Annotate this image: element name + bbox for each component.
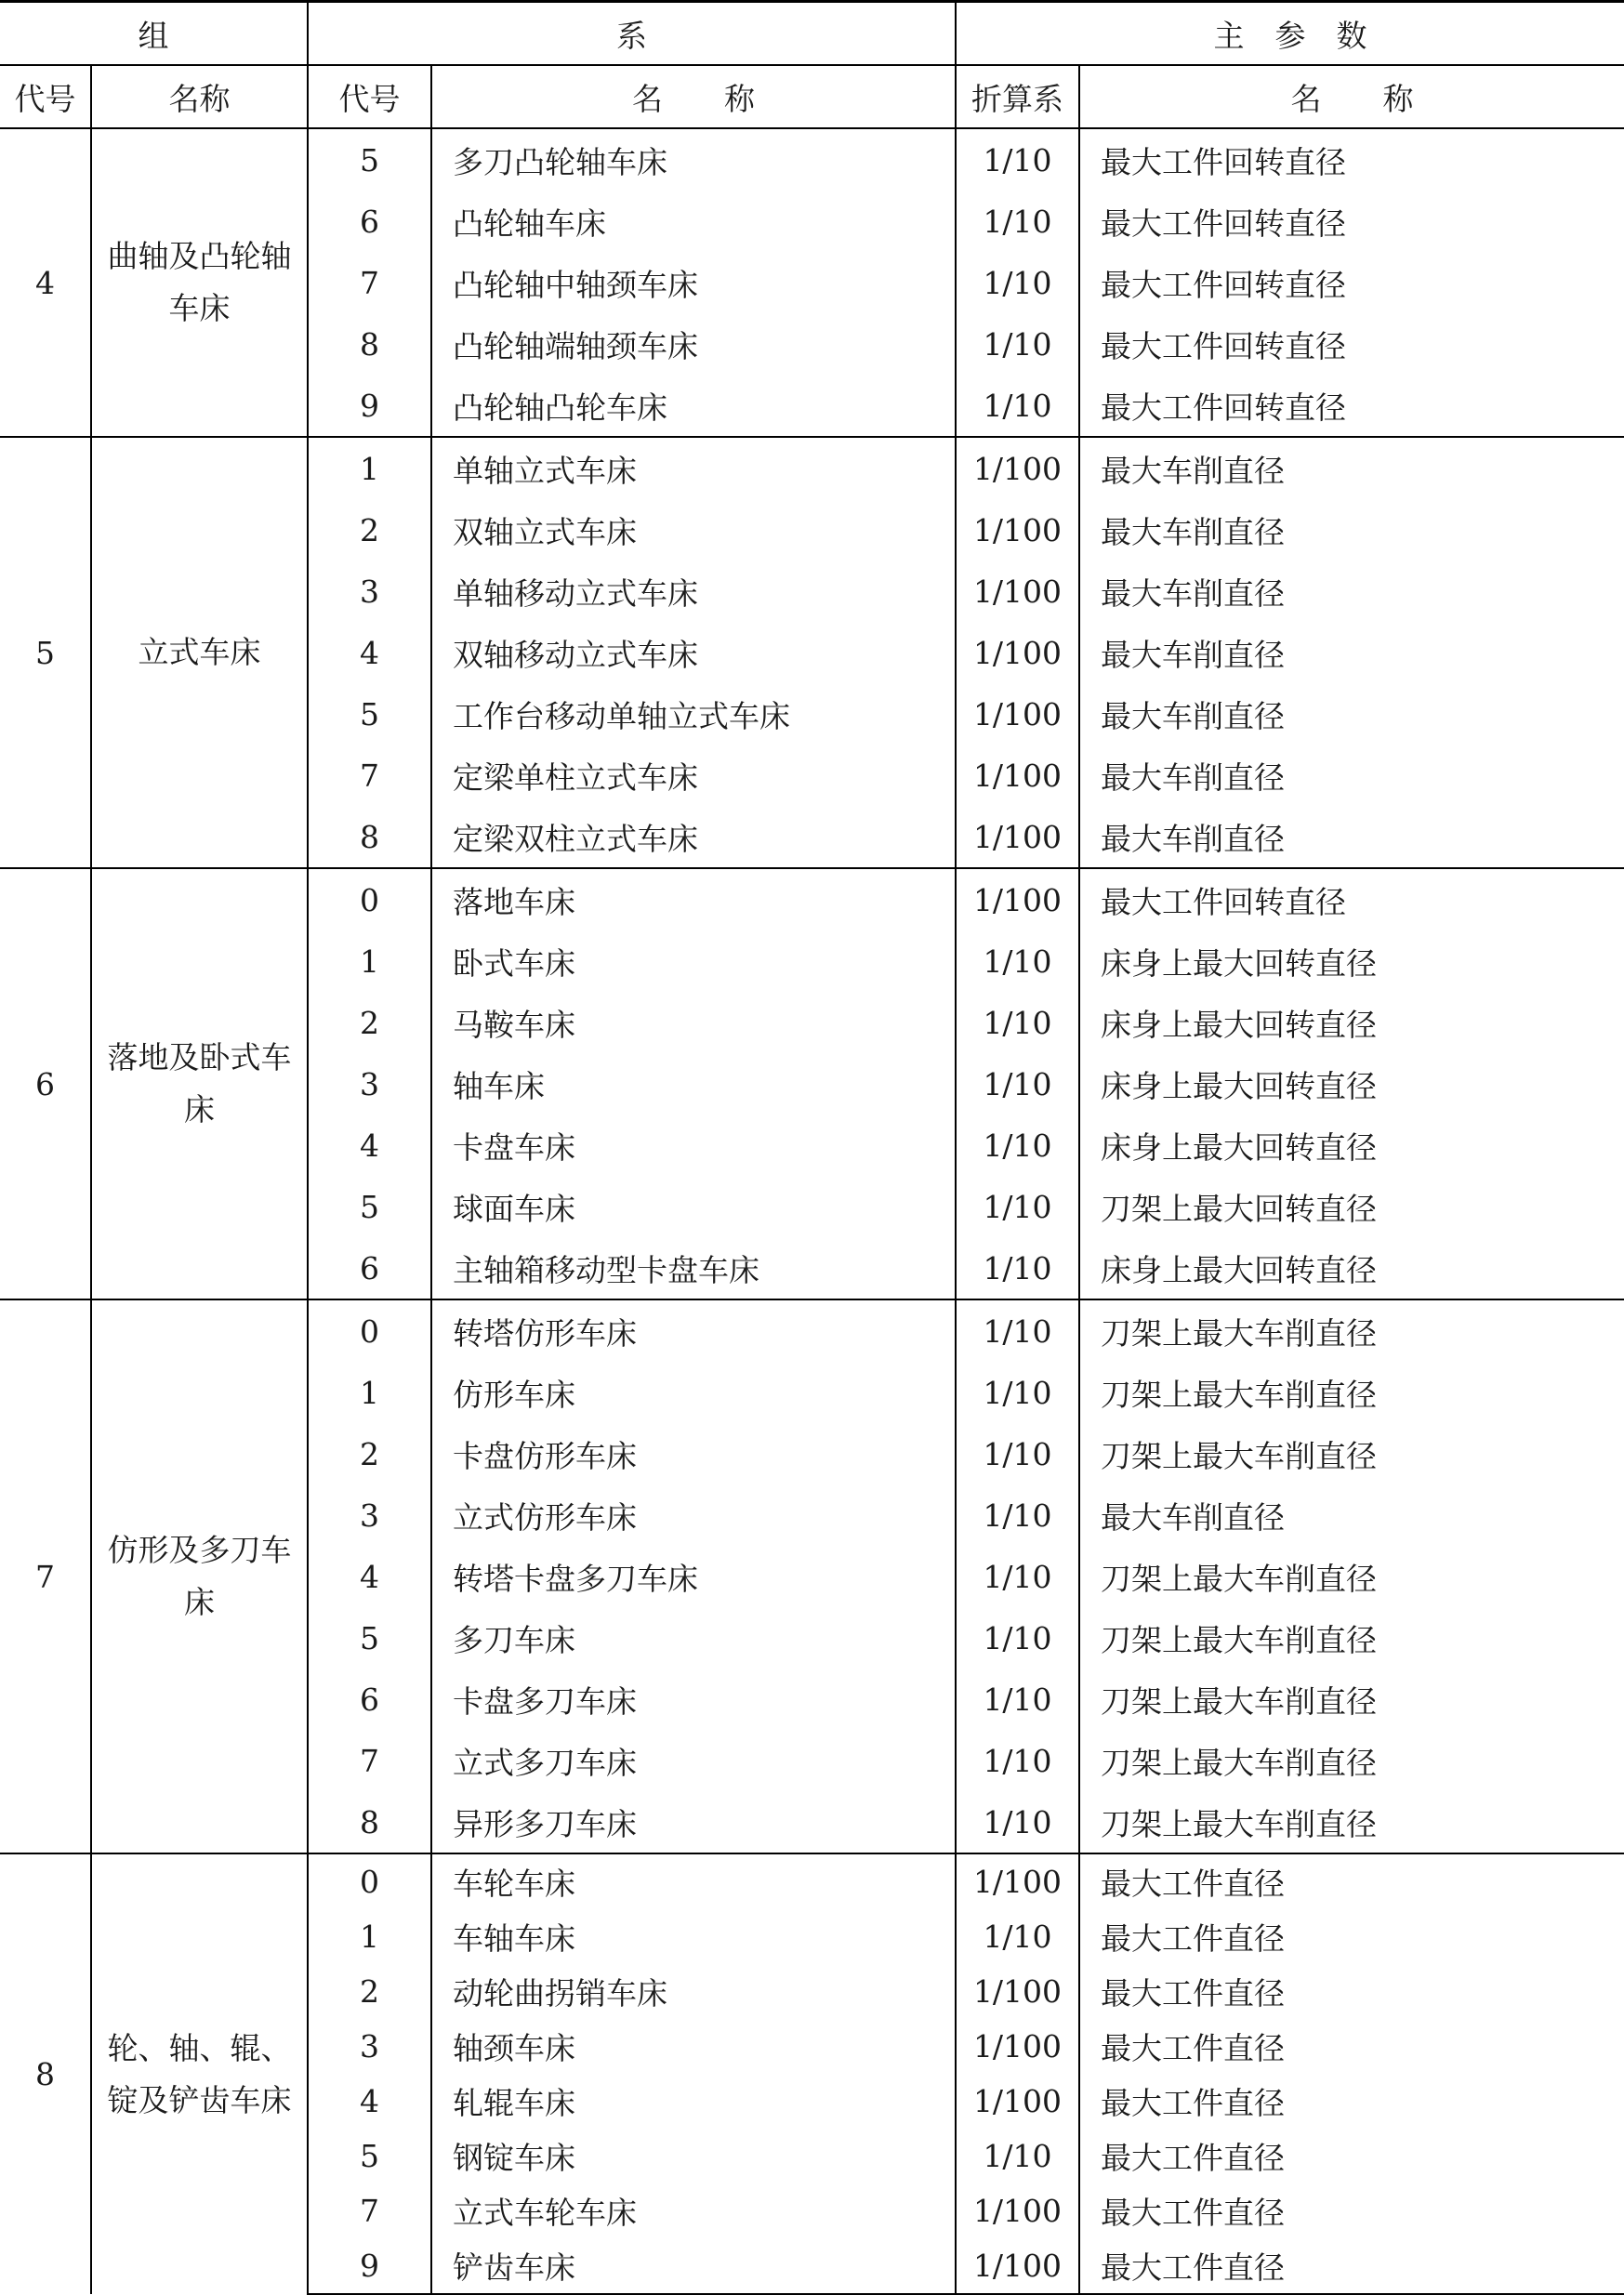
factor-cell: 1/100: [956, 2074, 1079, 2129]
group-name-cell: 轮、轴、辊、锭及铲齿车床: [91, 1853, 308, 2294]
header-param-name: 名 称: [1079, 65, 1624, 128]
series-code-cell: 4: [308, 2074, 431, 2129]
series-name-cell: 立式多刀车床: [431, 1730, 956, 1791]
param-name-cell: 床身上最大回转直径: [1101, 1128, 1377, 1166]
series-name-cell: 立式仿形车床: [431, 1484, 956, 1546]
factor-cell: 1/100: [956, 499, 1079, 561]
series-name-cell: 双轴立式车床: [431, 499, 956, 561]
series-name-cell: 动轮曲拐销车床: [431, 1964, 956, 2019]
series-code-cell: 5: [308, 128, 431, 191]
series-name-cell: 轴车床: [431, 1053, 956, 1115]
header-row-top: [0, 2, 1624, 66]
series-code-cell: 1: [308, 437, 431, 499]
factor-cell: 1/10: [956, 930, 1079, 992]
group-name-cell: 仿形及多刀车床: [91, 1299, 308, 1853]
series-name-cell: 车轴车床: [431, 1909, 956, 1964]
factor-cell: 1/10: [956, 313, 1079, 375]
series-name-cell: 工作台移动单轴立式车床: [431, 683, 956, 745]
header-series-name: 名 称: [431, 65, 956, 128]
param-name-cell: 最大工件直径: [1101, 2085, 1285, 2121]
param-name-cell: 最大车削直径: [1101, 820, 1285, 857]
series-name-cell: 定梁双柱立式车床: [431, 806, 956, 868]
series-code-cell: 4: [308, 622, 431, 683]
series-code-cell: 0: [308, 1853, 431, 1909]
param-name-cell: 最大工件回转直径: [1079, 128, 1624, 191]
series-code-cell: 1: [308, 1909, 431, 1964]
series-name-cell: 马鞍车床: [431, 992, 956, 1053]
factor-cell: 1/10: [956, 1237, 1079, 1299]
series-code-cell: 1: [308, 1362, 431, 1423]
factor-cell: 1/10: [956, 1299, 1079, 1362]
param-name-cell: 最大工件回转直径: [1079, 868, 1624, 930]
series-name-cell: 多刀车床: [431, 1607, 956, 1668]
factor-cell: 1/100: [956, 2238, 1079, 2294]
table-header: [0, 2, 1624, 129]
series-code-cell: 9: [308, 375, 431, 437]
factor-cell: 1/100: [956, 868, 1079, 930]
param-name-cell: 最大车削直径: [1101, 758, 1285, 796]
series-name-cell: 卡盘车床: [431, 1115, 956, 1176]
group-name-cell: 落地及卧式车床: [91, 868, 308, 1299]
series-name-cell: 凸轮轴车床: [431, 191, 956, 252]
factor-cell: 1/10: [956, 1909, 1079, 1964]
header-row-sub: [0, 65, 1624, 128]
series-name-cell: 多刀凸轮轴车床: [431, 128, 956, 191]
series-code-cell: 5: [308, 683, 431, 745]
series-name-cell: 落地车床: [431, 868, 956, 930]
series-code-cell: 8: [308, 806, 431, 868]
param-name-cell: 刀架上最大车削直径: [1101, 1805, 1377, 1842]
series-name-cell: 卧式车床: [431, 930, 956, 992]
param-name-cell: 最大车削直径: [1101, 697, 1285, 734]
param-name-cell: 刀架上最大车削直径: [1101, 1560, 1377, 1597]
param-name-cell: 最大车削直径: [1079, 437, 1624, 499]
series-name-cell: 主轴箱移动型卡盘车床: [431, 1237, 956, 1299]
series-code-cell: 3: [308, 2019, 431, 2074]
header-series: 系: [308, 2, 956, 66]
series-code-cell: 1: [308, 930, 431, 992]
table-body: [0, 128, 1624, 2294]
param-name-cell: 床身上最大回转直径: [1101, 1006, 1377, 1043]
factor-cell: 1/10: [956, 1053, 1079, 1115]
series-name-cell: 凸轮轴端轴颈车床: [431, 313, 956, 375]
factor-cell: 1/100: [956, 2183, 1079, 2238]
factor-cell: 1/10: [956, 1791, 1079, 1853]
series-name-cell: 双轴移动立式车床: [431, 622, 956, 683]
group-name-cell: 立式车床: [91, 437, 308, 868]
series-code-cell: 7: [308, 1730, 431, 1791]
series-name-cell: 凸轮轴凸轮车床: [431, 375, 956, 437]
group-code-cell: 7: [0, 1299, 91, 1853]
header-group: 组: [0, 2, 308, 66]
factor-cell: 1/10: [956, 992, 1079, 1053]
param-name-cell: 刀架上最大车削直径: [1101, 1376, 1377, 1413]
param-name-cell: 最大工件直径: [1079, 1853, 1624, 1909]
series-name-cell: 立式车轮车床: [431, 2183, 956, 2238]
factor-cell: 1/10: [956, 252, 1079, 313]
series-code-cell: 7: [308, 252, 431, 313]
series-code-cell: 2: [308, 1964, 431, 2019]
series-name-cell: 铲齿车床: [431, 2238, 956, 2294]
param-name-cell: 最大工件直径: [1101, 2140, 1285, 2176]
factor-cell: 1/10: [956, 128, 1079, 191]
series-name-cell: 卡盘多刀车床: [431, 1668, 956, 1730]
factor-cell: 1/100: [956, 437, 1079, 499]
factor-cell: 1/100: [956, 561, 1079, 622]
series-code-cell: 4: [308, 1546, 431, 1607]
series-code-cell: 5: [308, 2129, 431, 2183]
series-name-cell: 球面车床: [431, 1176, 956, 1237]
series-name-cell: 轧辊车床: [431, 2074, 956, 2129]
param-name-cell: 刀架上最大车削直径: [1079, 1299, 1624, 1362]
header-group-code: 代号: [0, 65, 91, 128]
factor-cell: 1/10: [956, 1730, 1079, 1791]
series-code-cell: 5: [308, 1607, 431, 1668]
param-name-cell: 最大工件直径: [1101, 1975, 1285, 2011]
factor-cell: 1/10: [956, 2129, 1079, 2183]
series-code-cell: 5: [308, 1176, 431, 1237]
param-name-cell: 最大工件回转直径: [1101, 389, 1346, 426]
series-code-cell: 9: [308, 2238, 431, 2294]
series-code-cell: 7: [308, 2183, 431, 2238]
series-name-cell: 单轴移动立式车床: [431, 561, 956, 622]
param-name-cell: 最大工件直径: [1101, 1920, 1285, 1957]
series-name-cell: 仿形车床: [431, 1362, 956, 1423]
param-name-cell: 最大工件回转直径: [1101, 204, 1346, 242]
series-code-cell: 8: [308, 313, 431, 375]
header-factor: 折算系: [956, 65, 1079, 128]
series-name-cell: 钢锭车床: [431, 2129, 956, 2183]
factor-cell: 1/100: [956, 806, 1079, 868]
header-series-code: 代号: [308, 65, 431, 128]
param-name-cell: 最大工件直径: [1101, 2030, 1285, 2066]
header-main-param: 主 参 数: [956, 2, 1624, 66]
group-code-cell: 8: [0, 1853, 91, 2294]
series-code-cell: 6: [308, 1668, 431, 1730]
series-code-cell: 2: [308, 992, 431, 1053]
table-row: [0, 1853, 1624, 1909]
series-name-cell: 定梁单柱立式车床: [431, 745, 956, 806]
factor-cell: 1/10: [956, 191, 1079, 252]
param-name-cell: 刀架上最大车削直径: [1101, 1744, 1377, 1781]
group-name-cell: 曲轴及凸轮轴车床: [91, 128, 308, 437]
factor-cell: 1/100: [956, 745, 1079, 806]
factor-cell: 1/10: [956, 1546, 1079, 1607]
series-name-cell: 转塔卡盘多刀车床: [431, 1546, 956, 1607]
group-code-cell: 4: [0, 128, 91, 437]
param-name-cell: 刀架上最大回转直径: [1101, 1190, 1377, 1227]
series-name-cell: 轴颈车床: [431, 2019, 956, 2074]
table-row: [0, 868, 1624, 930]
factor-cell: 1/100: [956, 1964, 1079, 2019]
factor-cell: 1/10: [956, 1362, 1079, 1423]
factor-cell: 1/100: [956, 1853, 1079, 1909]
series-code-cell: 3: [308, 561, 431, 622]
table-row: [0, 437, 1624, 499]
param-name-cell: 最大车削直径: [1101, 574, 1285, 612]
param-name-cell: 刀架上最大车削直径: [1101, 1621, 1377, 1658]
factor-cell: 1/10: [956, 1607, 1079, 1668]
series-code-cell: 4: [308, 1115, 431, 1176]
factor-cell: 1/100: [956, 622, 1079, 683]
series-name-cell: 凸轮轴中轴颈车床: [431, 252, 956, 313]
series-code-cell: 7: [308, 745, 431, 806]
factor-cell: 1/10: [956, 1484, 1079, 1546]
factor-cell: 1/10: [956, 1423, 1079, 1484]
series-code-cell: 6: [308, 1237, 431, 1299]
series-name-cell: 异形多刀车床: [431, 1791, 956, 1853]
param-name-cell: 最大工件回转直径: [1101, 266, 1346, 303]
group-code-cell: 5: [0, 437, 91, 868]
series-code-cell: 8: [308, 1791, 431, 1853]
param-name-cell: 刀架上最大车削直径: [1101, 1682, 1377, 1720]
param-name-cell: 最大车削直径: [1101, 1498, 1285, 1536]
param-name-cell: 床身上最大回转直径: [1101, 944, 1377, 982]
series-code-cell: 6: [308, 191, 431, 252]
series-code-cell: 2: [308, 499, 431, 561]
table-row: [0, 1299, 1624, 1362]
param-name-cell: 最大工件回转直径: [1101, 327, 1346, 364]
param-name-cell: 床身上最大回转直径: [1101, 1251, 1377, 1288]
param-name-cell: 最大工件直径: [1079, 2238, 1624, 2294]
factor-cell: 1/10: [956, 1668, 1079, 1730]
header-group-name: 名称: [91, 65, 308, 128]
series-name-cell: 卡盘仿形车床: [431, 1423, 956, 1484]
param-name-cell: 最大车削直径: [1101, 513, 1285, 550]
series-name-cell: 车轮车床: [431, 1853, 956, 1909]
factor-cell: 1/10: [956, 1115, 1079, 1176]
factor-cell: 1/10: [956, 1176, 1079, 1237]
factor-cell: 1/10: [956, 375, 1079, 437]
factor-cell: 1/100: [956, 2019, 1079, 2074]
series-code-cell: 3: [308, 1053, 431, 1115]
param-name-cell: 最大车削直径: [1101, 636, 1285, 673]
series-code-cell: 3: [308, 1484, 431, 1546]
table-row: [0, 128, 1624, 191]
group-code-cell: 6: [0, 868, 91, 1299]
param-name-cell: 床身上最大回转直径: [1101, 1067, 1377, 1104]
series-code-cell: 2: [308, 1423, 431, 1484]
series-code-cell: 0: [308, 1299, 431, 1362]
series-name-cell: 转塔仿形车床: [431, 1299, 956, 1362]
factor-cell: 1/100: [956, 683, 1079, 745]
series-name-cell: 单轴立式车床: [431, 437, 956, 499]
series-code-cell: 0: [308, 868, 431, 930]
param-name-cell: 最大工件直径: [1101, 2195, 1285, 2231]
param-name-cell: 刀架上最大车削直径: [1101, 1437, 1377, 1474]
